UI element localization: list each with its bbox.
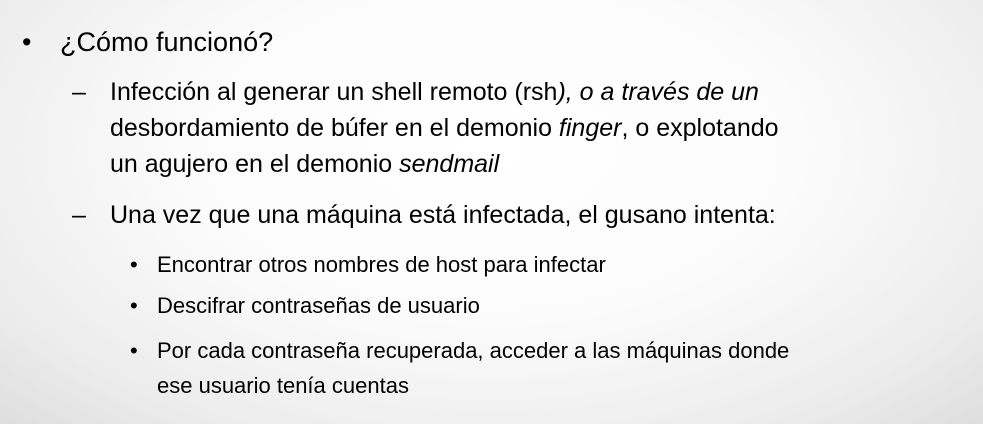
infection-line-3: un agujero en el demonio sendmail [110,150,500,178]
infection-line-2: desbordamiento de búfer en el demonio finger, o explotando [110,114,779,142]
level3-text: Descifrar contraseñas de usuario [157,293,480,318]
bullet-icon: • [130,293,138,318]
dash-icon: – [72,78,86,106]
level3-text-line: ese usuario tenía cuentas [157,373,409,398]
dash-icon: – [72,201,86,229]
level3-text-line: Por cada contraseña recuperada, acceder a las máquinas donde [157,338,790,363]
bullet-icon: • [130,338,138,363]
level1-text: ¿Cómo funcionó? [60,27,274,57]
bullet-icon: • [130,252,138,277]
worm-text: Una vez que una máquina está infectada, el gusano intenta: [110,201,776,229]
level3-text: Encontrar otros nombres de host para infectar [157,252,606,277]
bullet-icon: • [22,27,32,57]
infection-line-1: Infección al generar un shell remoto (rsh), o a través de un [110,78,759,106]
